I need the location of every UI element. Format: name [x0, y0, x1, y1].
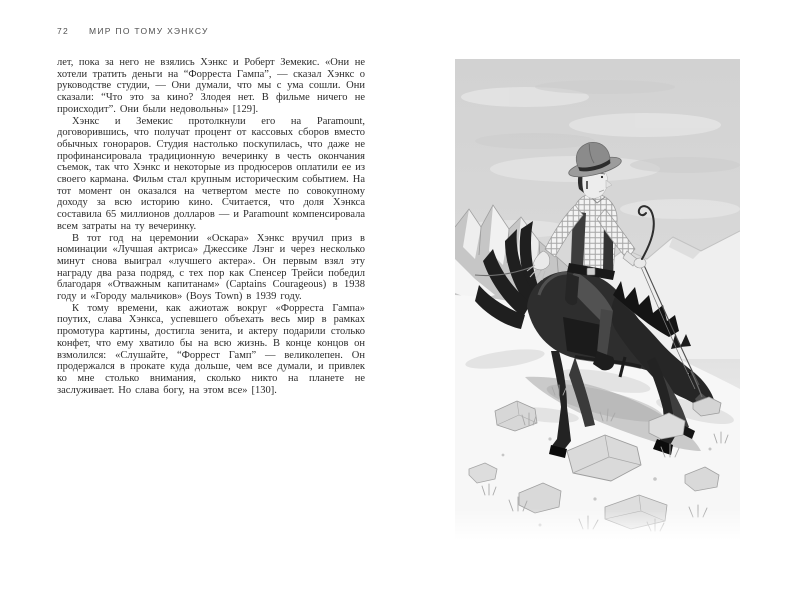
bottom-fade: [455, 509, 740, 540]
body-text: [57, 57, 365, 396]
cowboy-on-horse-illustration: [455, 59, 740, 540]
page-number: 72: [57, 26, 70, 36]
left-page: [57, 26, 365, 396]
paragraph: К тому времени, как ажиотаж вокруг «Форреста Гампа» поутих, слава Хэнкса, успевшего объехать весь мир в рамках промотура картины, достигла зенита, и актеру подарили столько конфет, что ему хватило бы на всю жизнь. В конце концов он взмолился: «Слушайте, “Форрест Гамп” — великолепен. Он продержался в прокате куда дольше, чем все думали, и привлек ко мне столько внимания, сколько никто на планете не заслуживает. Но слава богу, на этом все» [130].: [57, 302, 365, 396]
paragraph: В тот год на церемонии «Оскара» Хэнкс вручил приз в номинации «Лучшая актриса» Джессике Лэнг и через несколько минут снова выиграл «лучшего актера». Он первым взял эту награду два раза подряд, с тех пор как Спенсер Трейси победил благодаря «Отважным капитанам» (Captains Courageous) в 1938 году и «Городу мальчиков» (Boys Town) в 1939 году.: [57, 232, 365, 303]
paragraph: Хэнкс и Земекис протолкнули его на Paramount, договорившись, что получат процент от кассовых сборов вместо обычных гонораров. Студия настолько поскупилась, что даже не профинансировала традиционную вечеринку в честь окончания съемок, так что Хэнкс и некоторые из продюсеров оплатили ее из своего кармана. Фильм стал крупным историческим событием. На тот момент он оказался на четвертом месте по совокупному доходу за всю историю кино. Считается, что доля Хэнкса составила 65 миллионов долларов — и Paramount компенсировала всем затраты на ту вечеринку.: [57, 115, 366, 232]
right-page: [455, 59, 740, 540]
running-title: МИР ПО ТОМУ ХЭНКСУ: [89, 26, 209, 36]
page-header: [57, 26, 365, 36]
paragraph: лет, пока за него не взялись Хэнкс и Роберт Земекис. «Они не хотели тратить деньги на “Форреста Гампа”, — сказал Хэнкс о руководстве студии, — Они думали, что мы с ума сошли. Они сказали: “Что это за кино? Злодея нет. В фильме ничего не происходит”. Они были недовольны» [129].: [57, 57, 365, 115]
